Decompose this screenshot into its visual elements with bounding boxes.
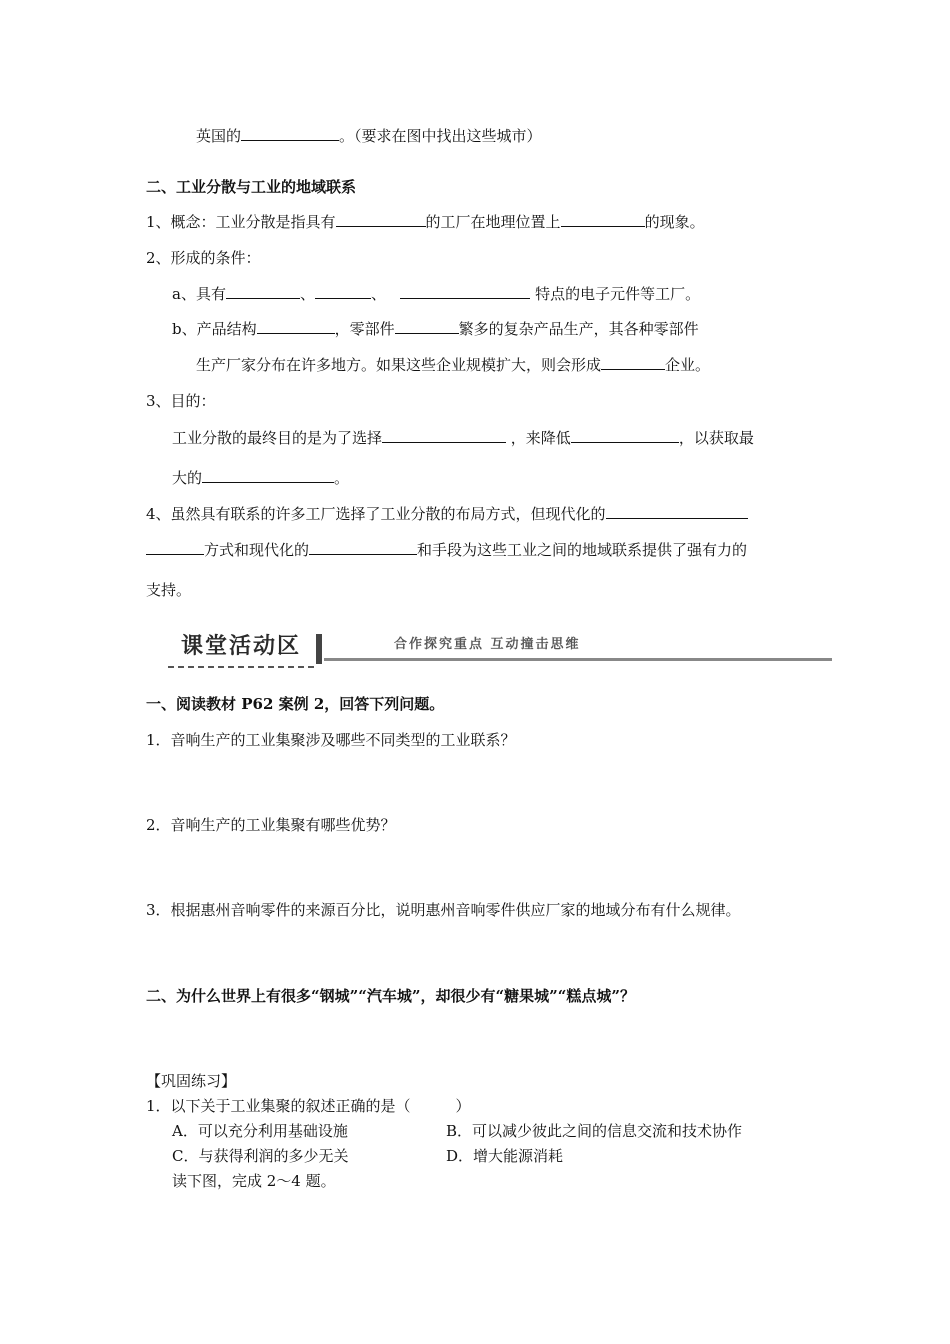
- support-text: 和手段为这些工业之间的地域联系提供了强有力的: [417, 541, 748, 559]
- answer-blank[interactable]: [226, 284, 300, 299]
- answer-blank[interactable]: [315, 284, 371, 299]
- answer-blank[interactable]: [241, 126, 339, 141]
- answer-blank[interactable]: [309, 540, 417, 555]
- activity-question: 1．音响生产的工业集聚涉及哪些不同类型的工业联系？: [146, 731, 516, 749]
- purpose-heading: 3、目的：: [146, 392, 216, 410]
- concept-text: 的现象。: [644, 213, 705, 231]
- support-line-end: 支持。: [146, 581, 192, 599]
- support-line-cont: [146, 540, 747, 560]
- condition-heading: 2、形成的条件：: [146, 249, 261, 267]
- activity-question: 2．音响生产的工业集聚有哪些优势？: [146, 816, 396, 834]
- s1-tail: 。（要求在图中找出这些城市）: [339, 127, 542, 145]
- banner-title: 课堂活动区: [180, 634, 301, 659]
- condition-b: [172, 319, 699, 339]
- option-a[interactable]: A．可以充分利用基础设施: [172, 1122, 348, 1140]
- purpose-text: ，来降低: [510, 429, 571, 447]
- concept-text: 的工厂在地理位置上: [425, 213, 561, 231]
- support-line: [146, 504, 748, 524]
- banner-rule: [324, 658, 832, 661]
- banner-subtitle: 合作探究重点 互动撞击思维: [394, 637, 581, 652]
- condition-b-cont: [196, 355, 710, 375]
- answer-blank[interactable]: [202, 468, 334, 483]
- purpose-line-cont: [172, 468, 349, 488]
- condition-text: ，零部件: [334, 320, 395, 338]
- section-title: 二、工业分散与工业的地域联系: [146, 178, 357, 196]
- purpose-text: 。: [334, 469, 350, 487]
- banner-underline: [168, 666, 314, 668]
- practice-title: 【巩固练习】: [146, 1072, 237, 1090]
- answer-blank[interactable]: [606, 504, 748, 519]
- purpose-text: 大的: [172, 469, 203, 487]
- concept-line: [146, 212, 705, 232]
- answer-blank[interactable]: [257, 319, 335, 334]
- activity-title: 一、阅读教材 P62 案例 2，回答下列问题。: [146, 695, 445, 713]
- banner-divider: [316, 634, 322, 664]
- answer-blank[interactable]: [336, 212, 426, 227]
- activity-title: 二、为什么世界上有很多“钢城”“汽车城”，却很少有“糖果城”“糕点城”？: [146, 987, 636, 1005]
- practice-note: 读下图，完成 2～4 题。: [172, 1172, 336, 1190]
- condition-a: [172, 284, 700, 304]
- answer-blank[interactable]: [601, 355, 665, 370]
- section-banner: [168, 628, 832, 672]
- s1-text: 英国的: [196, 127, 242, 145]
- condition-text: 繁多的复杂产品生产，其各种零部件: [458, 320, 699, 338]
- activity-question: 3．根据惠州音响零件的来源百分比，说明惠州音响零件供应厂家的地域分布有什么规律。: [146, 901, 741, 919]
- answer-blank[interactable]: [395, 319, 459, 334]
- answer-blank[interactable]: [400, 284, 530, 299]
- option-c[interactable]: C．与获得利润的多少无关: [172, 1147, 349, 1165]
- condition-text: 生产厂家分布在许多地方。如果这些企业规模扩大，则会形成: [196, 356, 602, 374]
- support-text: 4、虽然具有联系的许多工厂选择了工业分散的布局方式，但现代化的: [146, 505, 606, 523]
- purpose-text: ，以获取最: [678, 429, 754, 447]
- option-d[interactable]: D．增大能源消耗: [446, 1147, 564, 1165]
- s1-line: [196, 126, 542, 146]
- answer-blank[interactable]: [561, 212, 645, 227]
- condition-text: b、产品结构: [172, 320, 257, 338]
- condition-text: 、: [299, 285, 315, 303]
- practice-question: 1．以下关于工业集聚的叙述正确的是（ ）: [146, 1097, 471, 1115]
- condition-text: 特点的电子元件等工厂。: [535, 285, 701, 303]
- purpose-text: 工业分散的最终目的是为了选择: [172, 429, 383, 447]
- answer-blank[interactable]: [146, 540, 204, 555]
- answer-blank[interactable]: [571, 428, 679, 443]
- answer-blank[interactable]: [382, 428, 506, 443]
- option-b[interactable]: B．可以减少彼此之间的信息交流和技术协作: [446, 1122, 743, 1140]
- purpose-line: [172, 428, 754, 448]
- condition-text: a、具有: [172, 285, 226, 303]
- concept-text: 1、概念：工业分散是指具有: [146, 213, 336, 231]
- condition-text: 、: [370, 285, 386, 303]
- support-text: 方式和现代化的: [204, 541, 310, 559]
- condition-text: 企业。: [665, 356, 711, 374]
